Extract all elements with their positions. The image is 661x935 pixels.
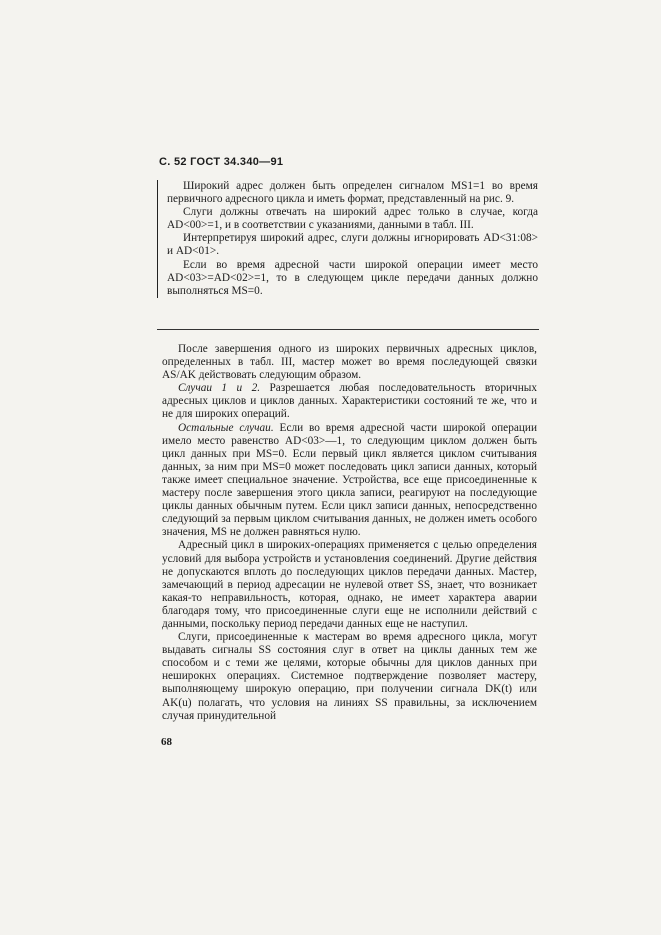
body-paragraph-3 [162, 422, 537, 540]
body-paragraph-2 [162, 382, 537, 421]
box-paragraph-2: Слуги должны отвечать на широкий адрес только в случае, когда AD<00>=1, и в соответствии с указаниями, данными в табл. III. [167, 206, 538, 232]
body-paragraph-3-text: Если во время адресной части широкой операции имело место равенство AD<03>—1, то следующим циклом должен быть цикл данных при MS=0. Если первый цикл является циклом считывания данных, за ним при MS=0 может последовать цикл записи данных, который также имеет специальное значение. Устройства, все еще присоединенные к мастеру после завершения этого цикла записи, реагируют на последующие циклы данных обычным путем. Если цикл записи данных, непосредственно следующий за первым циклом считывания данных, не должен иметь особого значения, MS не должен равняться нулю. [162, 421, 537, 539]
body-paragraph-1: После завершения одного из широких первичных адресных циклов, определенных в табл. III, мастер может во время последующей связки AS/AK действовать следующим образом. [162, 343, 537, 382]
paragraph-label-cases-1-2: Случаи 1 и 2. [178, 382, 261, 395]
box-paragraph-3: Интерпретируя широкий адрес, слуги должны игнорировать AD<31:08> и AD<01>. [167, 232, 538, 258]
paragraph-label-other-cases: Остальные случаи. [178, 421, 274, 434]
page-header: С. 52 ГОСТ 34.340—91 [159, 156, 284, 168]
body-paragraph-4: Адресный цикл в широких-операциях применяется с целью определения условий для выбора устройств и установления соединений. Другие действия не допускаются вплоть до последующих циклов передачи данных. Мастер, замечающий в период адресации не нулевой ответ SS, знает, что возникает какая-то неправильность, которая, однако, не имеет характера аварии благодаря тому, что присоединенные слуги еще не исполнили действий с данными, поскольку период передачи данных еще не наступил. [162, 539, 537, 630]
page-number: 68 [161, 736, 172, 748]
body-paragraph-2-text: Разрешается любая последовательность вторичных адресных циклов и циклов данных. Характеристики состояний те же, что и не для широких операций. [162, 382, 537, 421]
body-paragraph-5: Слуги, присоединенные к мастерам во время адресного цикла, могут выдавать сигналы SS состояния слуг в ответ на циклы данных тем же способом и с теми же целями, которые обычны для циклов данных при неширокнх операциях. Системное подтверждение позволяет мастеру, выполняющему широкую операцию, при получении сигнала DK(t) или AK(u) полагать, что условия на линиях SS правильны, за исключением случая принудительной [162, 631, 537, 722]
box-bottom-rule [157, 329, 539, 330]
box-paragraph-1: Широкий адрес должен быть определен сигналом MS1=1 во время первичного адресного цикла и иметь формат, представленный на рис. 9. [167, 180, 538, 206]
box-paragraph-4: Если во время адресной части широкой операции имеет место AD<03>=AD<02>=1, то в следующем цикле передачи данных должно выполняться MS=0. [167, 258, 538, 297]
boxed-section [157, 180, 538, 298]
body-text [162, 343, 537, 723]
